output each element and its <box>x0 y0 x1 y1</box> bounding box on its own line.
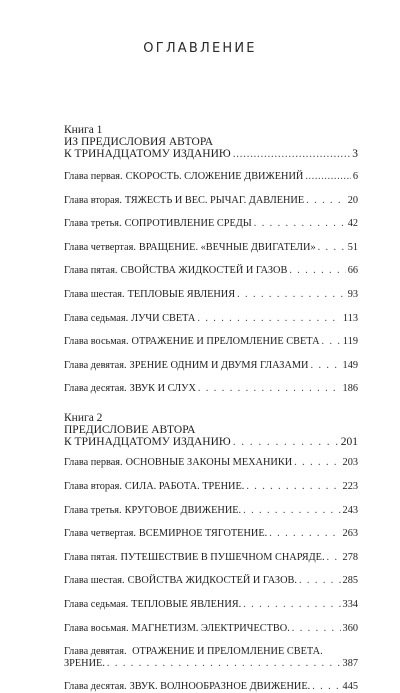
book-heading-entry[interactable] <box>64 436 358 448</box>
book-heading-line1: ПРЕДИСЛОВИЕ АВТОРА <box>64 424 196 437</box>
book-label: Книга 1 <box>64 124 103 136</box>
dot-leader <box>237 289 346 301</box>
book-heading-line2: К ТРИНАДЦАТОМУ ИЗДАНИЮ <box>64 436 231 449</box>
chapter-label: Глава первая. <box>64 457 123 469</box>
chapter-label: Глава пятая. <box>64 265 118 277</box>
toc-entry[interactable] <box>64 218 358 230</box>
page-number: 203 <box>342 457 358 469</box>
dot-leader <box>318 242 346 254</box>
chapter-title: ПУТЕШЕСТВИЕ В ПУШЕЧНОМ СНАРЯДЕ. <box>120 551 325 563</box>
book-heading-line2: К ТРИНАДЦАТОМУ ИЗДАНИЮ <box>64 148 231 160</box>
chapter-title-continued: ЗРЕНИЕ. <box>64 657 105 669</box>
toc-entry[interactable] <box>64 599 358 611</box>
chapter-title: МАГНЕТИЗМ. ЭЛЕКТРИЧЕСТВО. <box>131 622 290 634</box>
page-number: 285 <box>342 575 358 587</box>
chapter-title: ТЯЖЕСТЬ И ВЕС. РЫЧАГ. ДАВЛЕНИЕ <box>124 194 305 206</box>
chapter-title: ТЕПЛОВЫЕ ЯВЛЕНИЯ <box>127 288 236 300</box>
chapter-title: СВОЙСТВА ЖИДКОСТЕЙ И ГАЗОВ. <box>127 575 297 587</box>
chapter-title: ВСЕМИРНОЕ ТЯГОТЕНИЕ. <box>138 528 268 540</box>
chapter-label: Глава восьмая. <box>64 336 129 348</box>
page-number: 113 <box>342 312 358 324</box>
chapter-title: ВРАЩЕНИЕ. «ВЕЧНЫЕ ДВИГАТЕЛИ» <box>138 241 316 253</box>
toc-entry[interactable] <box>64 360 358 372</box>
toc-entry[interactable] <box>64 681 358 693</box>
page-number: 334 <box>342 598 358 610</box>
dot-leader <box>233 148 351 160</box>
chapter-title: ЛУЧИ СВЕТА <box>131 312 196 324</box>
page-number: 149 <box>342 359 358 371</box>
toc-entry[interactable] <box>64 552 358 564</box>
table-of-contents <box>64 124 358 693</box>
page-number: 119 <box>342 336 358 348</box>
page-number: 186 <box>342 383 358 395</box>
chapter-title: КРУГОВОЕ ДВИЖЕНИЕ. <box>124 504 242 516</box>
dot-leader <box>306 195 346 207</box>
chapter-title: ЗРЕНИЕ ОДНИМ И ДВУМЯ ГЛАЗАМИ <box>129 359 309 371</box>
dot-leader <box>312 681 340 693</box>
dot-leader <box>305 171 351 183</box>
dot-leader <box>254 218 346 230</box>
chapter-label: Глава четвертая. <box>64 241 136 253</box>
page-title: ОГЛАВЛЕНИЕ <box>143 41 257 56</box>
chapter-title: ТЕПЛОВЫЕ ЯВЛЕНИЯ. <box>131 598 242 610</box>
chapter-label: Глава третья. <box>64 218 122 230</box>
dot-leader <box>198 383 341 395</box>
page-number: 6 <box>352 171 358 182</box>
dot-leader <box>292 623 341 635</box>
chapter-label: Глава четвертая. <box>64 528 136 540</box>
book-label: Книга 2 <box>64 412 103 425</box>
toc-entry[interactable] <box>64 383 358 395</box>
toc-entry[interactable] <box>64 623 358 635</box>
chapter-title: ЗВУК И СЛУХ <box>129 383 196 395</box>
chapter-label: Глава шестая. <box>64 575 125 587</box>
page-number: 201 <box>340 436 358 449</box>
chapter-title: ОСНОВНЫЕ ЗАКОНЫ МЕХАНИКИ <box>125 457 293 469</box>
chapter-label: Глава девятая. <box>64 645 127 657</box>
toc-entry[interactable] <box>64 505 358 517</box>
toc-entry[interactable] <box>64 336 358 348</box>
toc-entry[interactable] <box>64 481 358 493</box>
chapter-label: Глава десятая. <box>64 383 127 395</box>
dot-leader <box>327 552 341 564</box>
page-number: 387 <box>342 657 358 669</box>
dot-leader <box>269 528 340 540</box>
chapter-title: СОПРОТИВЛЕНИЕ СРЕДЫ <box>124 218 252 230</box>
page-number: 51 <box>347 241 358 253</box>
chapter-label: Глава восьмая. <box>64 622 129 634</box>
dot-leader <box>107 658 341 670</box>
chapter-label: Глава седьмая. <box>64 598 129 610</box>
dot-leader <box>246 481 340 493</box>
chapter-title: СВОЙСТВА ЖИДКОСТЕЙ И ГАЗОВ <box>120 265 288 277</box>
dot-leader <box>243 599 340 611</box>
chapter-title: СКОРОСТЬ. СЛОЖЕНИЕ ДВИЖЕНИЙ <box>125 171 304 182</box>
chapter-title: ЗВУК. ВОЛНООБРАЗНОЕ ДВИЖЕНИЕ. <box>129 680 311 692</box>
chapter-label: Глава третья. <box>64 504 122 516</box>
page-number: 278 <box>342 551 358 563</box>
page-number: 20 <box>347 194 358 206</box>
chapter-label: Глава вторая. <box>64 194 122 206</box>
toc-entry[interactable] <box>64 289 358 301</box>
book-heading-line1: ИЗ ПРЕДИСЛОВИЯ АВТОРА <box>64 136 214 148</box>
dot-leader <box>294 457 340 469</box>
dot-leader <box>299 575 341 587</box>
toc-entry[interactable] <box>64 528 358 540</box>
book-2-section <box>64 412 358 692</box>
dot-leader <box>311 360 341 372</box>
chapter-label: Глава вторая. <box>64 480 122 492</box>
chapter-label: Глава пятая. <box>64 551 118 563</box>
chapter-label: Глава седьмая. <box>64 312 129 324</box>
page-number: 263 <box>342 528 358 540</box>
chapter-title: ОТРАЖЕНИЕ И ПРЕЛОМЛЕНИЕ СВЕТА <box>131 336 320 348</box>
chapter-label: Глава первая. <box>64 171 123 182</box>
page-number: 66 <box>347 265 358 277</box>
page-number: 445 <box>342 680 358 692</box>
page-number: 360 <box>342 622 358 634</box>
dot-leader <box>243 505 340 517</box>
chapter-label: Глава девятая. <box>64 359 127 371</box>
toc-entry[interactable] <box>64 171 358 183</box>
dot-leader <box>322 336 341 348</box>
dot-leader <box>197 313 341 325</box>
dot-leader <box>233 436 339 448</box>
page-number: 42 <box>347 218 358 230</box>
toc-entry[interactable] <box>64 265 358 277</box>
chapter-title: СИЛА. РАБОТА. ТРЕНИЕ. <box>124 480 245 492</box>
dot-leader <box>289 265 345 277</box>
chapter-label: Глава десятая. <box>64 680 127 692</box>
page-number: 93 <box>347 288 358 300</box>
toc-entry[interactable] <box>64 646 358 670</box>
book-heading-entry[interactable] <box>64 148 358 160</box>
toc-entry[interactable] <box>64 575 358 587</box>
page-number: 243 <box>342 504 358 516</box>
chapter-label: Глава шестая. <box>64 288 125 300</box>
toc-entry[interactable] <box>64 313 358 325</box>
book-1-section <box>64 124 358 395</box>
toc-entry[interactable] <box>64 457 358 469</box>
toc-entry[interactable] <box>64 195 358 207</box>
page-number: 3 <box>352 148 358 160</box>
chapter-title: ОТРАЖЕНИЕ И ПРЕЛОМЛЕНИЕ СВЕТА. <box>132 645 323 657</box>
page-number: 223 <box>342 480 358 492</box>
toc-entry[interactable] <box>64 242 358 254</box>
